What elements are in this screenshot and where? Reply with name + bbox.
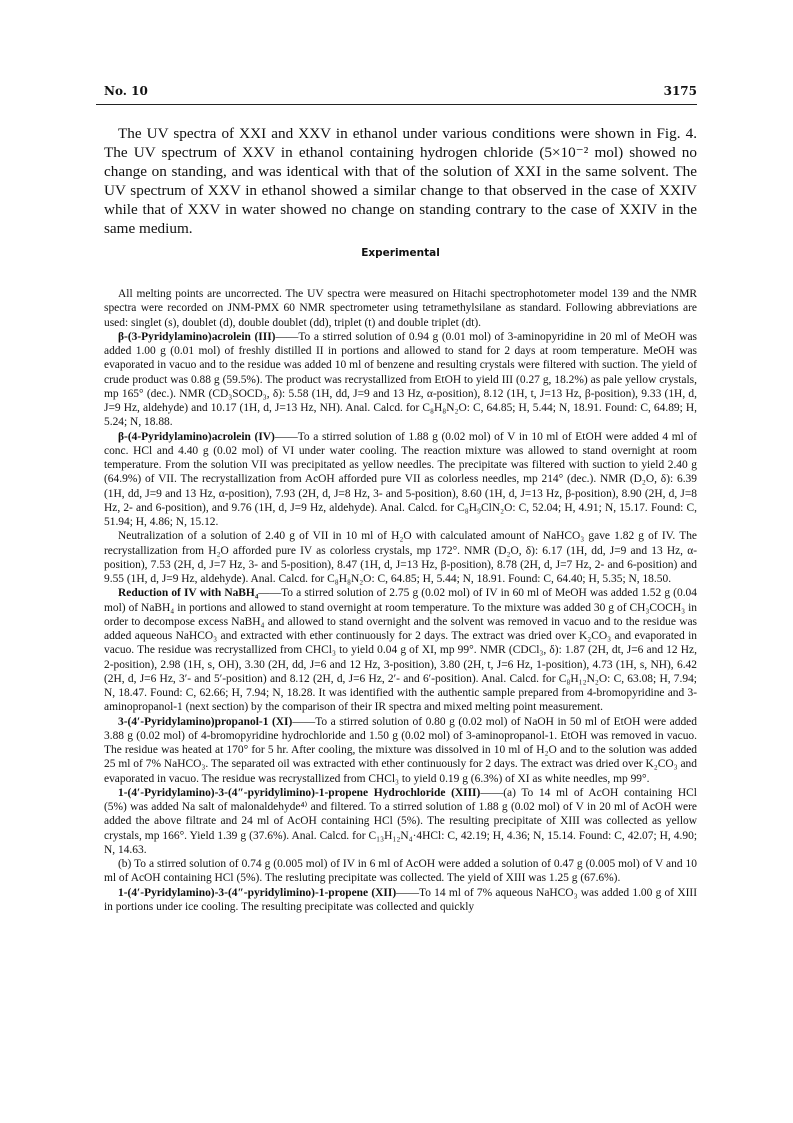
intro-text (104, 124, 697, 238)
page-number: 3175 (663, 84, 697, 98)
running-header (104, 84, 697, 104)
paragraph-text: ——(a) To 14 ml of AcOH containing HCl (5%) was added Na salt of malonaldehyde⁴⁾ and filtered. To a stirred solution of 1.88 g (0.02 mol) of V in 20 ml of AcOH were added the above filtrate and 24 ml of AcOH containing HCl (5%). The resulting precipitate of XIII was collected as yellow crystals, mp 166°. Yield 1.39 g (37.6%). Anal. Calcd. for C₁₃H₁₂N₄·4HCl: C, 42.19; H, 4.36; N, 15.14. Found: C, 42.07; H, 4.90; N, 14.63. (104, 786, 697, 856)
paragraph-text: Neutralization of a solution of 2.40 g of VII in 10 ml of H₂O with calculated amount of NaHCO₃ gave 1.82 g of IV. The recrystallization from H₂O afforded pure IV as colorless crystals, mp 172°. NMR (D₂O, δ): 6.17 (1H, dd, J=9 and 13 Hz, α-position), 7.53 (2H, d, J=7 Hz, 3- and 5-position), 8.47 (1H, d, J=13 Hz, β-position), 8.78 (2H, d, J=7 Hz, 2- and 6-position) and 9.55 (1H, d, J=9 Hz, aldehyde). Anal. Calcd. for C₈H₈N₂O: C, 64.85; H, 5.44; N, 18.91. Found: C, 64.40; H, 5.35; N, 18.50. (104, 530, 697, 585)
paragraph-text: ——To a stirred solution of 2.75 g (0.02 mol) of IV in 60 ml of MeOH was added 1.52 g (0.04 mol) of NaBH₄ in portions and allowed to stand overnight at room temperature. To the mixture was added 30 g of CH₃COCH₃ in order to decompose excess NaBH₄ and allowed to stand overnight and the solvent was removed in vacuo and to the residue was added aqueous NaHCO₃ and extracted with ether continuously for 2 days. The extract was dried over K₂CO₃ and evaporated in vacuo. The residue was recrystallized from CHCl₃ to yield 0.04 g of XI, mp 99°. NMR (CDCl₃, δ): 1.87 (2H, dt, J=6 and 12 Hz, 2-position), 2.98 (1H, s, OH), 3.30 (2H, dd, J=6 and 12 Hz, 3-position), 3.80 (2H, t, J=6 Hz, 1-position), 4.73 (1H, s, NH), 6.42 (2H, d, J=6 Hz, 3′- and 5′-position) and 8.12 (2H, d, J=6 Hz, 2′- and 6′-position). Anal. Calcd. for C₈H₁₂N₂O: C, 63.08; H, 7.94; N, 18.47. Found: C, 62.66; H, 7.94; N, 18.28. It was identified with the authentic sample prepared from 4-bromopyridine and 3-aminopropanol-1 (next section) by the comparison of their IR spectra and mixed melting point measurement. (104, 587, 697, 714)
paragraph (104, 786, 697, 857)
paragraph (104, 430, 697, 530)
paragraph-text: ——To a stirred solution of 0.94 g (0.01 mol) of 3-aminopyridine in 20 ml of MeOH was added 1.00 g (0.01 mol) of freshly distilled II in portions and allowed to stand for 2 days at room temperature. MeOH was evaporated in vacuo and to the residue was added 10 ml of benzene and resulting crystals were filtered with suction. The yield of crude product was 0.88 g (59.5%). The product was recrystallized from EtOH to yield III (0.27 g, 18.2%) as pale yellow crystals, mp 165° (dec.). NMR (CD₃SOCD₃, δ): 5.58 (1H, dd, J=9 and 13 Hz, α-position), 8.12 (1H, t, J=13 Hz, β-position), 9.33 (1H, d, J=9 Hz, aldehyde) and 10.17 (1H, d, J=13 Hz, NH). Anal. Calcd. for C₈H₈N₂O: C, 64.85; H, 5.44; N, 18.91. Found: C, 64.89; H, 5.24; N, 18.88. (104, 330, 697, 429)
paragraph-heading: β-(4-Pyridylamino)acrolein (IV) (118, 430, 275, 443)
paragraph-heading: Reduction of IV with NaBH₄ (118, 587, 259, 600)
experimental-body (104, 287, 697, 914)
paragraph-text: (b) To a stirred solution of 0.74 g (0.005 mol) of IV in 6 ml of AcOH were added a solution of 0.47 g (0.005 mol) of V and 10 ml of AcOH containing HCl (5%). The resluting precipitate was collected. The yield of XIII was 1.25 g (67.6%). (104, 858, 697, 885)
paragraph-heading: β-(3-Pyridylamino)acrolein (III) (118, 330, 276, 343)
paragraph-text: ——To a stirred solution of 1.88 g (0.02 mol) of V in 10 ml of EtOH were added 4 ml of conc. HCl and 4.40 g (0.02 mol) of VI under water cooling. The reaction mixture was allowed to stand overnight at room temperature. From the solution VII was precipitated as yellow needles. The precipitate was filtered with suction to yield 2.40 g (64.9%) of VII. The recrystallization from AcOH afforded pure VII as colorless needles, mp 214° (dec.). NMR (D₂O, δ): 6.39 (1H, dd, J=9 and 13 Hz, α-position), 7.93 (2H, d, J=8 Hz, 3- and 5-position), 8.60 (1H, d, J=13 Hz, β-position), 8.90 (2H, d, J=8 Hz, 2- and 6-position), and 9.76 (1H, d, J=9 Hz, aldehyde). Anal. Calcd. for C₈H₉ClN₂O: C, 52.04; H, 4.91; N, 15.17. Found: C, 51.94; H, 4.86; N, 15.12. (104, 430, 697, 528)
paragraph (104, 857, 697, 886)
paragraph-text: ——To a stirred solution of 0.80 g (0.02 mol) of NaOH in 50 ml of EtOH were added 3.88 g (0.02 mol) of 4-bromopyridine hydrochloride and 1.50 g (0.02 mol) of 3-aminopropanol-1. EtOH was removed in vacuo. The residue was heated at 170° for 5 hr. After cooling, the mixture was dissolved in 10 ml of H₂O and to the solution was added 25 ml of 7% NaHCO₃. The separated oil was extracted with ether continuously for 2 days. The extract was dried over K₂CO₃ and evaporated in vacuo. The residue was recrystallized from CHCl₃ to yield 0.19 g (6.3%) of XI as white needles, mp 99°. (104, 715, 697, 785)
issue-number: No. 10 (104, 84, 148, 98)
section-title-experimental: Experimental (361, 247, 440, 259)
paragraph-heading: 1-(4′-Pyridylamino)-3-(4″-pyridylimino)-1-propene (XII) (118, 886, 397, 899)
paragraph-heading: 3-(4′-Pyridylamino)propanol-1 (XI) (118, 715, 293, 728)
paragraph (104, 330, 697, 430)
paragraph (104, 886, 697, 915)
paragraph (104, 586, 697, 714)
paragraph-heading: 1-(4′-Pyridylamino)-3-(4″-pyridylimino)-1-propene Hydrochloride (XIII) (118, 786, 481, 799)
paragraph-text: ——To 14 ml of 7% aqueous NaHCO₃ was added 1.00 g of XIII in portions under ice cooling. The resulting precipitate was collected and quickly (104, 886, 698, 913)
paragraph (104, 287, 697, 330)
intro-paragraph: The UV spectra of XXI and XXV in ethanol under various conditions were shown in Fig. 4. The UV spectrum of XXV in ethanol containing hydrogen chloride (5×10⁻² mol) showed no change on standing, and was identical with that of the solution of XXI in the same solvent. The UV spectrum of XXV in ethanol showed a similar change to that observed in the case of XXIV while that of XXV in water showed no change on standing contrary to the case of XXIV in the same medium. (104, 125, 697, 237)
paragraph (104, 715, 697, 786)
paragraph-text: All melting points are uncorrected. The UV spectra were measured on Hitachi spectrophotometer model 139 and the NMR spectra were recorded on JNM-PMX 60 NMR spectrometer using tetramethylsilane as standard. Following abbreviations are used: singlet (s), doublet (d), double doublet (dd), triplet (t) and double triplet (dt). (104, 288, 697, 329)
paragraph (104, 529, 697, 586)
header-rule (96, 104, 697, 105)
